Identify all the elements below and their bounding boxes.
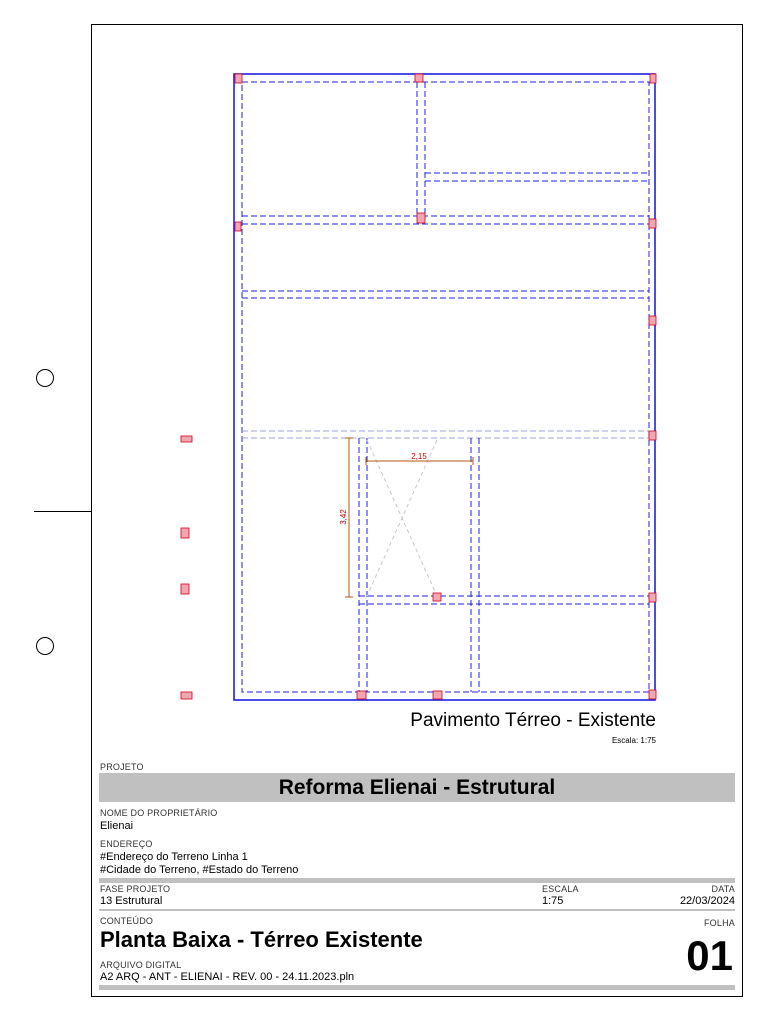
sheet-label: FOLHA xyxy=(703,918,735,928)
scale-label: ESCALA xyxy=(542,884,579,894)
scale-value: 1:75 xyxy=(542,895,564,907)
column xyxy=(235,74,242,83)
column xyxy=(649,690,656,699)
column xyxy=(181,692,192,699)
file-label: ARQUIVO DIGITAL xyxy=(100,960,182,970)
date-value: 22/03/2024 xyxy=(679,895,735,907)
column xyxy=(181,584,189,594)
column xyxy=(417,213,425,223)
content-label: CONTEÚDO xyxy=(100,916,154,926)
file-name: A2 ARQ - ANT - ELIENAI - REV. 00 - 24.11.2023.pln xyxy=(100,971,355,983)
outer-wall xyxy=(234,74,655,700)
drawing-title: Pavimento Térreo - Existente xyxy=(410,710,656,731)
project-name: Reforma Elienai - Estrutural xyxy=(278,776,556,799)
address-label: ENDEREÇO xyxy=(100,839,153,849)
phase-value: 13 Estrutural xyxy=(100,895,163,907)
separator-bar xyxy=(99,909,735,911)
separator-bar xyxy=(99,878,735,883)
dimension-text-vertical: 3,42 xyxy=(339,509,348,525)
column xyxy=(357,691,366,699)
column xyxy=(181,436,192,442)
column xyxy=(649,431,656,440)
void-cross-line xyxy=(367,440,437,596)
phase-label: FASE PROJETO xyxy=(100,884,171,894)
owner-name: Elienai xyxy=(100,820,134,832)
project-label: PROJETO xyxy=(100,762,144,772)
drawing-scale: Escala: 1:75 xyxy=(611,736,656,745)
column xyxy=(433,691,442,699)
dimension-text-horizontal: 2,15 xyxy=(411,452,427,461)
date-label: DATA xyxy=(711,884,735,894)
column xyxy=(649,219,656,228)
column xyxy=(415,74,423,82)
column xyxy=(649,593,656,602)
column xyxy=(649,316,656,325)
bottom-bar xyxy=(99,985,735,990)
address-line-2: #Cidade do Terreno, #Estado do Terreno xyxy=(100,864,299,876)
column xyxy=(433,593,441,601)
address-line-1: #Endereço do Terreno Linha 1 xyxy=(100,851,248,863)
content-title: Planta Baixa - Térreo Existente xyxy=(100,927,423,952)
column xyxy=(650,74,656,83)
sheet-number: 01 xyxy=(686,932,733,979)
owner-label: NOME DO PROPRIETÁRIO xyxy=(100,808,218,818)
column xyxy=(181,528,189,538)
column xyxy=(235,222,241,231)
